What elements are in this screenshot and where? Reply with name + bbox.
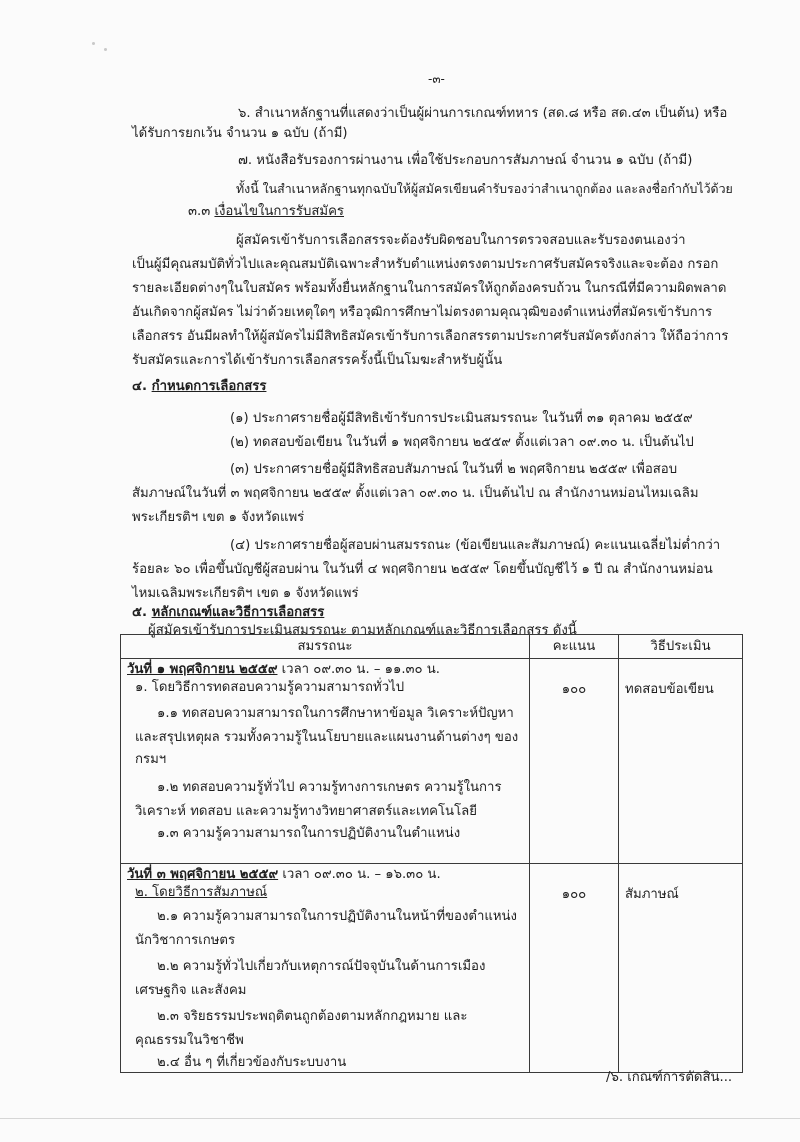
conditions-paragraph-line: ผู้สมัครเข้ารับการเลือกสรรจะต้องรับผิดชอบในการตรวจสอบและรับรองตนเองว่า — [236, 233, 686, 248]
method-title: ๒. โดยวิธีการสัมภาษณ์ — [135, 885, 268, 900]
conditions-paragraph-line: อันเกิดจากผู้สมัคร ไม่ว่าด้วยเหตุใดๆ หรือวุฒิการศึกษาไม่ตรงตามคุณวุฒิของตำแหน่งที่สมัครเข้ารับการ — [132, 305, 713, 320]
continuation-note: /๖. เกณฑ์การตัดสิน... — [606, 1070, 733, 1085]
sub-item: ๑.๒ ทดสอบความรู้ทั่วไป ความรู้ทางการเกษตร ความรู้ในการ — [157, 780, 502, 795]
table-row — [121, 659, 743, 864]
sub-item: ๑.๓ ความรู้ความสามารถในการปฏิบัติงานในตำแหน่ง — [157, 826, 461, 841]
session-time: เวลา ๐๙.๓๐ น. – ๑๑.๓๐ น. — [277, 662, 441, 677]
page-bottom-rule — [0, 1118, 800, 1119]
certification-note: ทั้งนี้ ในสำเนาหลักฐานทุกฉบับให้ผู้สมัครเขียนคำรับรองว่าสำเนาถูกต้อง และลงชื่อกำกับไว้ด้วย — [236, 181, 733, 196]
sub-item: ๑.๑ ทดสอบความสามารถในการศึกษาหาข้อมูล วิเคราะห์ปัญหา — [157, 706, 514, 721]
sub-item: นักวิชาการเกษตร — [135, 933, 236, 948]
sub-item: กรมฯ — [135, 752, 167, 767]
table-header-row — [121, 635, 743, 659]
section-title: กำหนดการเลือกสรร — [151, 379, 267, 394]
session-date: วันที่ ๓ พฤศจิกายน ๒๕๕๙ — [127, 867, 279, 882]
competency-cell — [121, 864, 530, 1073]
method-title: ๑. โดยวิธีการทดสอบความรู้ความสามารถทั่วไป — [135, 680, 405, 695]
section-number: ๔. — [132, 379, 147, 394]
scan-speck — [104, 48, 107, 51]
schedule-item-4-line-3: ไหมเฉลิมพระเกียรติฯ เขต ๑ จังหวัดแพร่ — [132, 586, 359, 601]
subsection-3-3-heading — [188, 203, 344, 221]
conditions-paragraph-line: เลือกสรร อันมีผลทำให้ผู้สมัครไม่มีสิทธิสมัครเข้ารับการเลือกสรรตามประกาศรับสมัครดังกล่าว ให้ถือว่าการ — [132, 329, 729, 344]
score-cell: ๑๐๐ — [530, 659, 619, 864]
item-7: ๗. หนังสือรับรองการผ่านงาน เพื่อใช้ประกอบการสัมภาษณ์ จำนวน ๑ ฉบับ (ถ้ามี) — [238, 153, 693, 168]
sub-item: คุณธรรมในวิชาชีพ — [135, 1033, 244, 1048]
criteria-table — [120, 634, 743, 1073]
conditions-paragraph-line: รับสมัครและการได้เข้ารับการเลือกสรรครั้งนี้เป็นโมฆะสำหรับผู้นั้น — [132, 353, 503, 368]
schedule-item-3-line-3: พระเกียรติฯ เขต ๑ จังหวัดแพร่ — [132, 510, 305, 525]
item-6-line-2: ได้รับการยกเว้น จำนวน ๑ ฉบับ (ถ้ามี) — [132, 126, 348, 141]
sub-item: เศรษฐกิจ และสังคม — [135, 983, 247, 998]
schedule-item-4-line-1: (๔) ประกาศรายชื่อผู้สอบผ่านสมรรถนะ (ข้อเขียนและสัมภาษณ์) คะแนนเฉลี่ยไม่ต่ำกว่า — [230, 538, 721, 553]
session-time: เวลา ๐๙.๓๐ น. – ๑๖.๓๐ น. — [278, 867, 441, 882]
section-number: ๕. — [132, 605, 147, 620]
schedule-item-1: (๑) ประกาศรายชื่อผู้มีสิทธิเข้ารับการประเมินสมรรถนะ ในวันที่ ๓๑ ตุลาคม ๒๕๕๙ — [230, 411, 693, 426]
schedule-item-2: (๒) ทดสอบข้อเขียน ในวันที่ ๑ พฤศจิกายน ๒๕๕๙ ตั้งแต่เวลา ๐๙.๓๐ น. เป็นต้นไป — [230, 435, 694, 450]
section-5-intro: ผู้สมัครเข้ารับการประเมินสมรรถนะ ตามหลักเกณฑ์และวิธีการเลือกสรร ดังนี้ — [148, 623, 577, 638]
sub-item: และสรุปเหตุผล รวมทั้งความรู้ในนโยบายและแผนงานด้านต่างๆ ของ — [135, 730, 519, 745]
column-header-method: วิธีประเมิน — [619, 635, 743, 659]
schedule-item-3-line-2: สัมภาษณ์ในวันที่ ๓ พฤศจิกายน ๒๕๕๙ ตั้งแต่เวลา ๐๙.๓๐ น. เป็นต้นไป ณ สำนักงานหม่อนไหมเฉลิม — [132, 486, 699, 501]
session-date: วันที่ ๑ พฤศจิกายน ๒๕๕๙ — [127, 662, 278, 677]
section-4-heading — [132, 378, 266, 396]
conditions-paragraph-line: รายละเอียดต่างๆในใบสมัคร พร้อมทั้งยื่นหลักฐานในการสมัครให้ถูกต้องครบถ้วน ในกรณีที่มีความผิดพลาด — [132, 281, 727, 296]
page-number: -๓- — [428, 72, 445, 86]
sub-item: ๒.๓ จริยธรรมประพฤติตนถูกต้องตามหลักกฎหมาย และ — [157, 1009, 468, 1024]
sub-item: ๒.๒ ความรู้ทั่วไปเกี่ยวกับเหตุการณ์ปัจจุบันในด้านการเมือง — [157, 959, 486, 974]
sub-item: วิเคราะห์ ทดสอบ และความรู้ทางวิทยาศาสตร์และเทคโนโลยี — [135, 804, 477, 819]
table-row — [121, 864, 743, 1073]
method-cell: ทดสอบข้อเขียน — [619, 659, 743, 864]
subsection-number: ๓.๓ — [188, 204, 211, 219]
competency-cell — [121, 659, 530, 864]
section-title: หลักเกณฑ์และวิธีการเลือกสรร — [151, 605, 325, 620]
session-date-line — [127, 661, 523, 679]
sub-item: ๒.๑ ความรู้ความสามารถในการปฏิบัติงานในหน้าที่ของตำแหน่ง — [157, 909, 517, 924]
column-header-competency: สมรรถนะ — [121, 635, 530, 659]
session-date-line — [127, 866, 523, 884]
sub-item: ๒.๔ อื่น ๆ ที่เกี่ยวข้องกับระบบงาน — [157, 1055, 347, 1070]
section-5-heading — [132, 604, 324, 622]
subsection-title: เงื่อนไขในการรับสมัคร — [214, 204, 344, 219]
column-header-score: คะแนน — [530, 635, 619, 659]
conditions-paragraph-line: เป็นผู้มีคุณสมบัติทั่วไปและคุณสมบัติเฉพาะสำหรับตำแหน่งตรงตามประกาศรับสมัครจริงและจะต้อง กรอก — [132, 257, 719, 272]
item-6-line-1: ๖. สำเนาหลักฐานที่แสดงว่าเป็นผู้ผ่านการเกณฑ์ทหาร (สด.๘ หรือ สด.๔๓ เป็นต้น) หรือ — [238, 106, 728, 121]
scan-speck — [92, 42, 95, 45]
score-cell: ๑๐๐ — [530, 864, 619, 1073]
schedule-item-4-line-2: ร้อยละ ๖๐ เพื่อขึ้นบัญชีผู้สอบผ่าน ในวันที่ ๔ พฤศจิกายน ๒๕๕๙ โดยขึ้นบัญชีไว้ ๑ ปี ณ สำนักงานหม่อน — [132, 562, 713, 577]
method-cell: สัมภาษณ์ — [619, 864, 743, 1073]
schedule-item-3-line-1: (๓) ประกาศรายชื่อผู้มีสิทธิสอบสัมภาษณ์ ในวันที่ ๒ พฤศจิกายน ๒๕๕๙ เพื่อสอบ — [230, 462, 678, 477]
